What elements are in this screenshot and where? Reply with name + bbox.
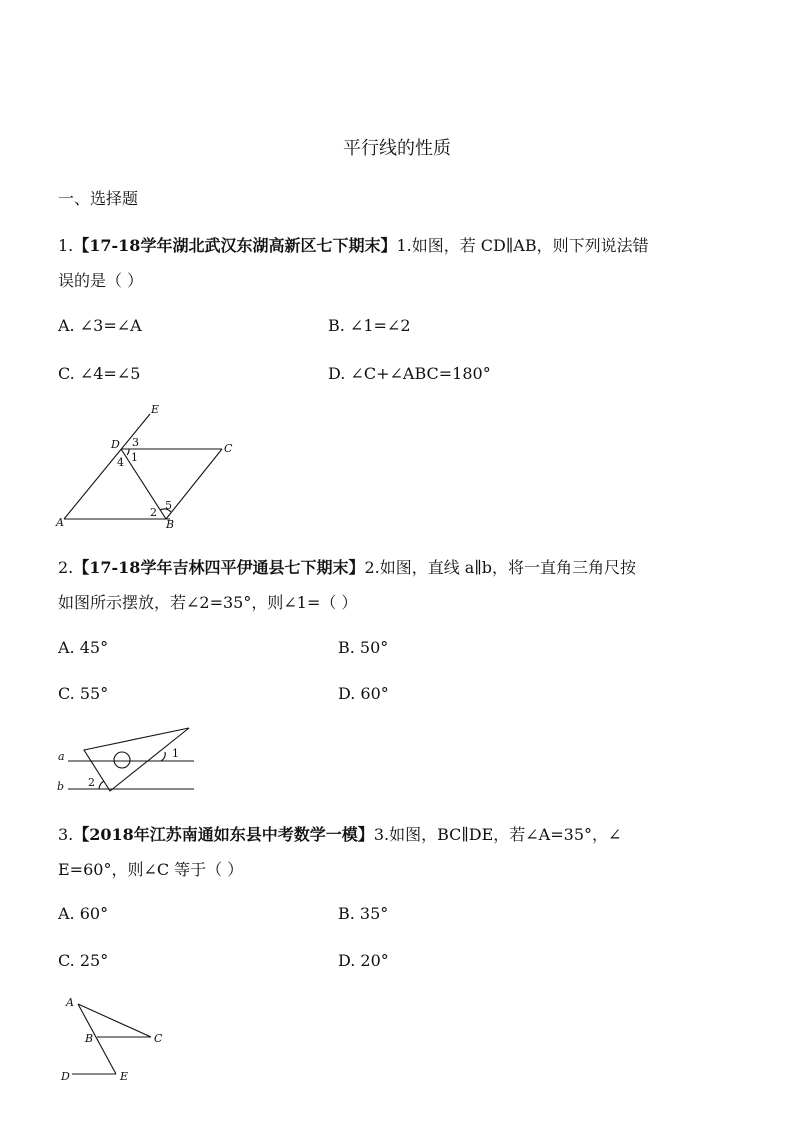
fig1-label-d: D (111, 438, 120, 451)
fig1-label-1: 1 (131, 451, 138, 464)
question-3-option-c: C. 25° (58, 951, 109, 970)
question-1-line-2: 误的是（ ） (58, 271, 144, 290)
question-3-line-2: E=60°，则∠C 等于（ ） (58, 860, 244, 879)
question-2-stem: 2.如图，直线 a∥b，将一直角三角尺按 (364, 558, 636, 577)
question-2-line-2: 如图所示摆放，若∠2=35°，则∠1=（ ） (58, 593, 358, 612)
question-2-option-a: A. 45° (58, 638, 109, 657)
fig3-label-d: D (61, 1070, 70, 1083)
fig1-label-e: E (151, 403, 160, 416)
fig1-label-a: A (56, 516, 64, 529)
fig3-label-b: B (85, 1032, 94, 1045)
question-1-source: 【17-18学年湖北武汉东湖高新区七下期末】 (73, 236, 397, 255)
question-1-option-c: C. ∠4=∠5 (58, 364, 141, 383)
fig2-label-2: 2 (88, 776, 95, 789)
fig1-label-5: 5 (165, 499, 172, 512)
fig3-label-c: C (154, 1032, 163, 1045)
fig2-label-a: a (58, 750, 65, 763)
question-3-source: 【2018年江苏南通如东县中考数学一模】 (73, 825, 374, 844)
fig1-label-4: 4 (117, 456, 124, 469)
question-1-stem: 1.如图，若 CD∥AB，则下列说法错 (396, 236, 649, 255)
question-2-option-c: C. 55° (58, 684, 109, 703)
fig2-label-1: 1 (172, 747, 179, 760)
fig3-line-ae (78, 1004, 116, 1074)
question-1-option-b: B. ∠1=∠2 (328, 316, 411, 335)
fig1-label-2: 2 (150, 506, 157, 519)
question-3-option-d: D. 20° (338, 951, 389, 970)
fig1-label-3: 3 (132, 436, 139, 449)
question-1-number: 1. (58, 236, 74, 255)
question-3-option-a: A. 60° (58, 904, 109, 923)
question-2-source: 【17-18学年吉林四平伊通县七下期末】 (73, 558, 365, 577)
question-2-option-d: D. 60° (338, 684, 389, 703)
page-title: 平行线的性质 (343, 138, 451, 159)
fig1-label-b: B (166, 518, 175, 531)
section-heading: 一、选择题 (58, 189, 139, 208)
question-1-option-a: A. ∠3=∠A (58, 316, 142, 335)
fig3-label-a: A (66, 996, 74, 1009)
question-3-number: 3. (58, 825, 74, 844)
question-1-option-d: D. ∠C+∠ABC=180° (328, 364, 491, 383)
question-2-number: 2. (58, 558, 74, 577)
question-3-stem: 3.如图，BC∥DE，若∠A=35°，∠ (373, 825, 622, 844)
question-2-option-b: B. 50° (338, 638, 389, 657)
fig2-label-b: b (57, 780, 65, 793)
fig1-label-c: C (224, 442, 233, 455)
question-3-option-b: B. 35° (338, 904, 389, 923)
fig3-label-e: E (120, 1070, 129, 1083)
